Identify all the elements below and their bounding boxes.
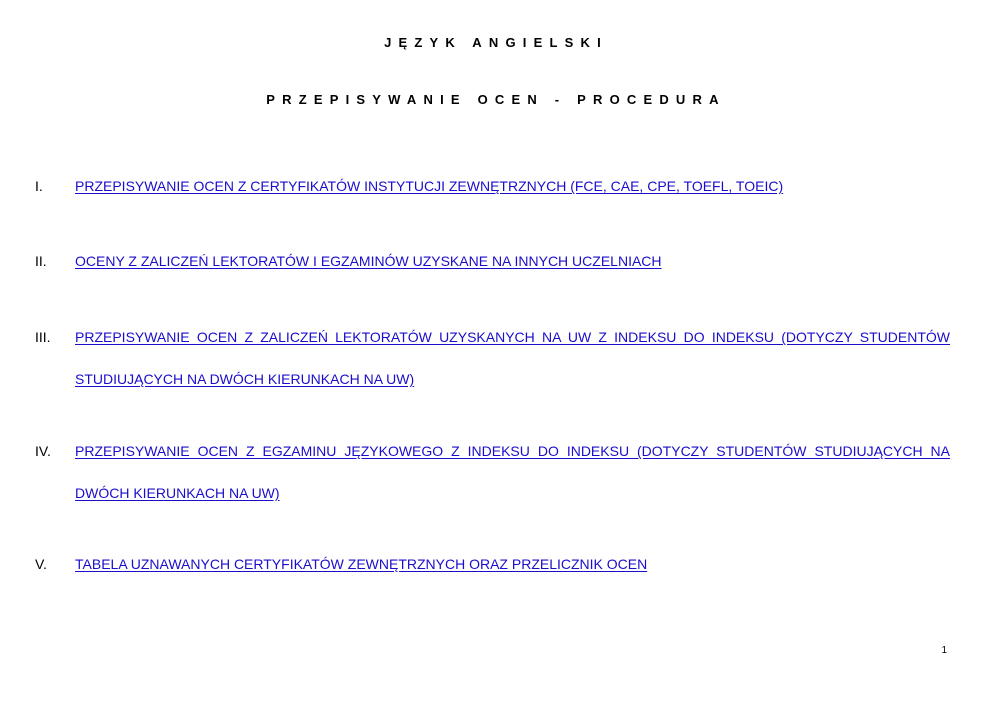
link-uw-course-grades-transfer[interactable]: PRZEPISYWANIE OCEN Z ZALICZEŃ LEKTORATÓW UZYSKANYCH NA UW Z INDEKSU DO INDEKSU (DOTYCZY STUDENTÓW STUDIUJĄCYCH NA DWÓCH KIERUNKACH NA UW) [75, 329, 950, 387]
list-item [35, 165, 950, 207]
link-other-universities-grades[interactable]: OCENY Z ZALICZEŃ LEKTORATÓW I EGZAMINÓW UZYSKANE NA INNYCH UCZELNIACH [75, 253, 662, 269]
link-certificates-grades[interactable]: PRZEPISYWANIE OCEN Z CERTYFIKATÓW INSTYTUCJI ZEWNĘTRZNYCH (FCE, CAE, CPE, TOEFL, TOEIC) [75, 178, 784, 194]
page-subtitle: PRZEPISYWANIE OCEN - PROCEDURA [266, 92, 726, 107]
list-item [35, 240, 950, 282]
item-number: I. [35, 178, 43, 194]
item-number: IV. [35, 443, 51, 459]
list-item [35, 543, 950, 585]
item-number: V. [35, 556, 47, 572]
list-item [35, 316, 950, 400]
link-language-exam-grades-transfer[interactable]: PRZEPISYWANIE OCEN Z EGZAMINU JĘZYKOWEGO Z INDEKSU DO INDEKSU (DOTYCZY STUDENTÓW STUDIUJĄCYCH NA DWÓCH KIERUNKACH NA UW) [75, 443, 950, 501]
list-item [35, 430, 950, 514]
link-certificates-table[interactable]: TABELA UZNAWANYCH CERTYFIKATÓW ZEWNĘTRZNYCH ORAZ PRZELICZNIK OCEN [75, 556, 648, 572]
page-title: JĘZYK ANGIELSKI [384, 35, 608, 50]
item-number: II. [35, 253, 47, 269]
item-number: III. [35, 329, 51, 345]
page-number: 1 [941, 645, 947, 656]
